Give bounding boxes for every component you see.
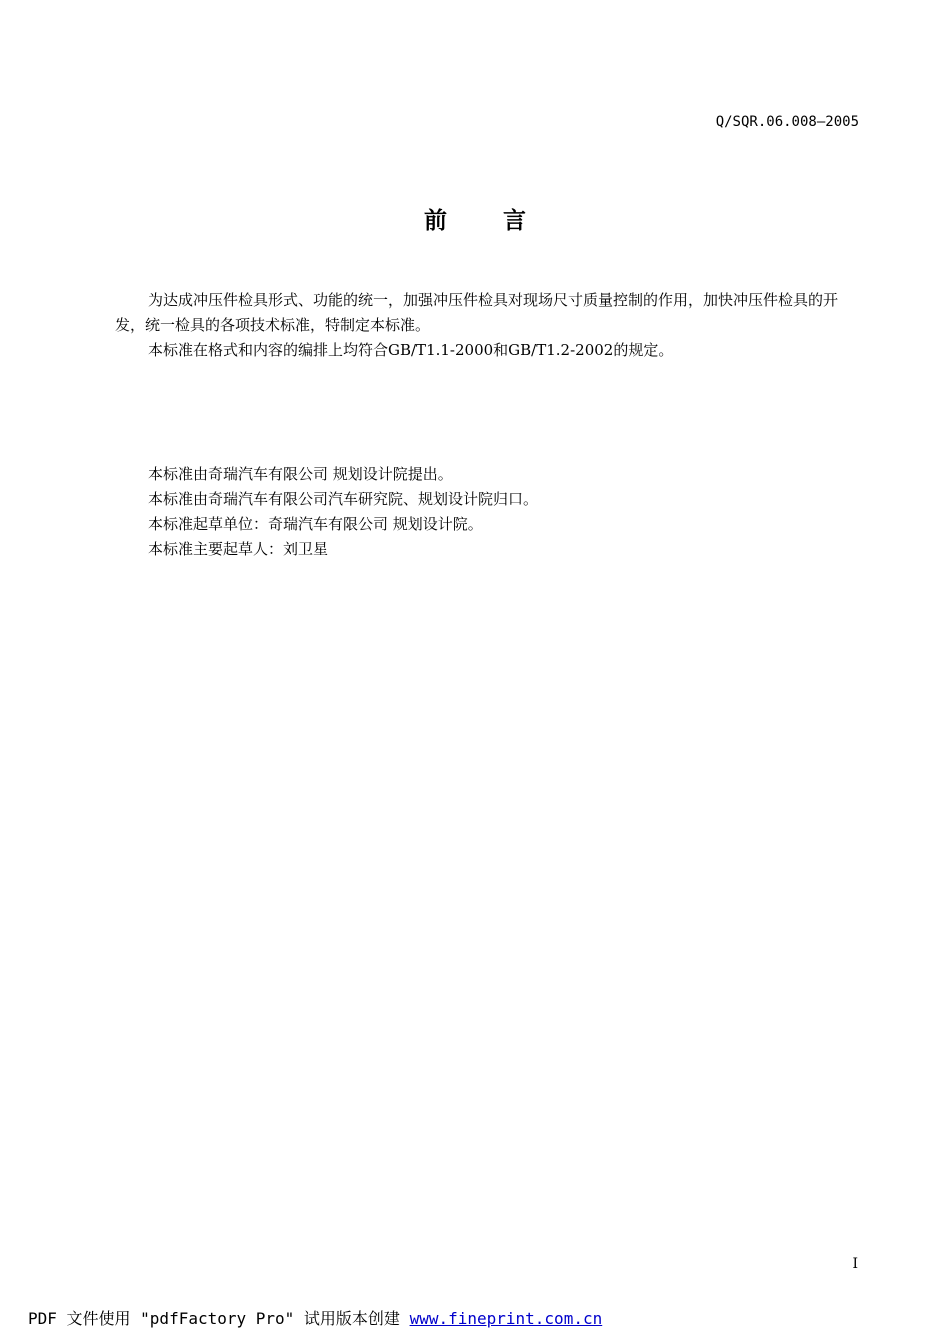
managed-by-line: 本标准由奇瑞汽车有限公司汽车研究院、规划设计院归口。 [148,490,539,508]
footer-watermark [28,1306,602,1329]
credits-section [115,462,863,562]
proposed-by-line: 本标准由奇瑞汽车有限公司 规划设计院提出。 [148,465,453,483]
footer-text: PDF 文件使用 "pdfFactory Pro" 试用版本创建 [28,1309,410,1328]
intro-paragraph-1: 为达成冲压件检具形式、功能的统一，加强冲压件检具对现场尺寸质量控制的作用，加快冲压件检具的开发，统一检具的各项技术标准，特制定本标准。 [115,291,839,334]
intro-section [115,288,863,363]
intro-paragraph-2: 本标准在格式和内容的编排上均符合GB/T1.1-2000和GB/T1.2-2002的规定。 [148,341,674,359]
page-title [0,202,950,235]
footer-link[interactable]: www.fineprint.com.cn [409,1309,603,1328]
title-char-2: 言 [503,208,526,234]
main-drafter-line: 本标准主要起草人：刘卫星 [148,540,329,558]
document-code: Q/SQR.06.008—2005 [715,114,859,130]
page-number: I [852,1256,858,1272]
title-char-1: 前 [424,208,447,234]
drafting-unit-line: 本标准起草单位：奇瑞汽车有限公司 规划设计院。 [148,515,483,533]
